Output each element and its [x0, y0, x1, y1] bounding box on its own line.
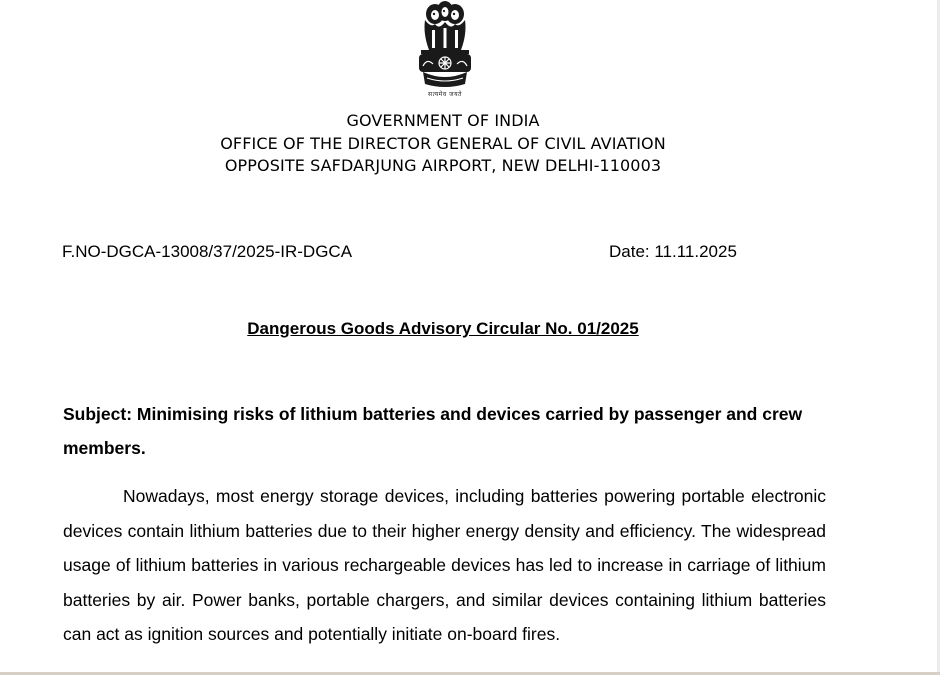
emblem-motto: सत्यमेव जयते: [428, 91, 462, 98]
document-date: Date: 11.11.2025: [609, 242, 737, 261]
body-paragraph: Nowadays, most energy storage devices, including batteries powering portable electronic devices contain lithium batteries due to their higher energy density and efficiency. The widespread usage of lithium batteries in various rechargeable devices has led to increase in carriage of lithium batteries by air. Power banks, portable chargers, and similar devices containing lithium batteries can act as ignition sources and potentially initiate on-board fires.: [63, 486, 826, 644]
header-line-office: OFFICE OF THE DIRECTOR GENERAL OF CIVIL AVIATION: [220, 134, 666, 153]
header-line-address: OPPOSITE SAFDARJUNG AIRPORT, NEW DELHI-110003: [224, 156, 662, 175]
file-number: F.NO-DGCA-13008/37/2025-IR-DGCA: [62, 242, 353, 261]
circular-title: Dangerous Goods Advisory Circular No. 01/2025: [247, 319, 639, 338]
subject-heading: Subject: Minimising risks of lithium batteries and devices carried by passenger and crew members.: [63, 404, 803, 458]
header-line-government: GOVERNMENT OF INDIA: [346, 111, 540, 130]
national-emblem-icon: [413, 0, 477, 100]
